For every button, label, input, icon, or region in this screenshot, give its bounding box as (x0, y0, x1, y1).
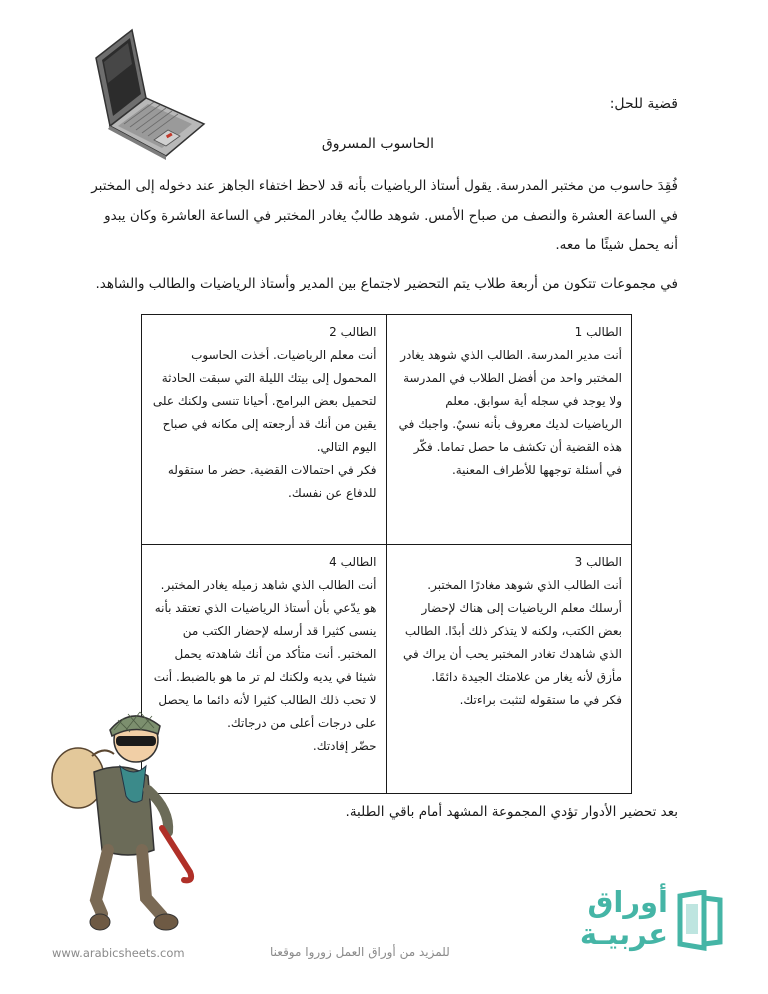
role-text: أنت الطالب الذي شاهد زميله يغادر المختبر. هو يدّعي بأن أستاذ الرياضيات الذي تعتقد بأنه ينسى كثيرا قد أرسله لإحضار الكتب من المختبر. أنت متأكد من أنك شاهدته يحمل شيئا في يديه ولكنك لم تر ما هو بالضبط. أنت لا تحب ذلك الطالب كثيرا لأنه دائما ما يحصل على درجات أعلى من درجاتك. (153, 578, 377, 730)
thief-illustration (44, 700, 204, 940)
role-text: فكر في احتمالات القضية. حضر ما ستقوله للدفاع عن نفسك. (167, 463, 377, 500)
role-cell-student-1 (387, 315, 632, 545)
brand-line-1: أوراق (587, 885, 668, 919)
case-title: الحاسوب المسروق (321, 136, 434, 152)
brand-logo-icon (674, 890, 726, 952)
role-title: الطالب 2 (329, 325, 377, 339)
role-text: أنت الطالب الذي شوهد مغادرًا المختبر. أرسلك معلم الرياضيات إلى هناك لإحضار بعض الكتب، ولكنه لا يتذكر ذلك أبدًا. الطالب الذي شاهدك تغادر المختبر يحب أن يراك في مأزق لأنه يغار من علامتك الجيدة دائمًا. (402, 578, 622, 684)
outro-paragraph: بعد تحضير الأدوار تؤدي المجموعة المشهد أمام باقي الطلبة. (345, 804, 678, 820)
roles-table (141, 314, 632, 794)
case-heading: قضية للحل: (609, 96, 678, 112)
footer-cta: للمزيد من أوراق العمل زوروا موقعنا (270, 945, 450, 959)
footer-website-link[interactable]: www.arabicsheets.com (52, 946, 185, 960)
role-title: الطالب 4 (329, 555, 377, 569)
role-text: حضّر إفادتك. (312, 739, 377, 753)
role-text: أنت مدير المدرسة. الطالب الذي شوهد يغادر المختبر واحد من أفضل الطلاب في المدرسة ولا يوجد في سجله أية سوابق. معلم الرياضيات لديك معروف بأنه نسيٌ. واجبك في هذه القضية أن تكشف ما حصل تماما. فكّر في أسئلة توجهها للأطراف المعنية. (398, 348, 622, 477)
role-text: أنت معلم الرياضيات. أخذت الحاسوب المحمول إلى بيتك الليلة التي سبقت الحادثة لتحميل بعض البرامج. أحيانا تنسى ولكنك على يقين من أنك قد أرجعته إلى مكانه في صباح اليوم التالي. (152, 348, 377, 454)
role-cell-student-2 (142, 315, 387, 545)
brand-name (580, 886, 668, 950)
setup-paragraph: في مجموعات تتكون من أربعة طلاب يتم التحضير لاجتماع بين المدير وأستاذ الرياضيات والطالب والشاهد. (95, 276, 678, 292)
role-title: الطالب 1 (574, 325, 622, 339)
intro-paragraph: فُقِدَ حاسوب من مختبر المدرسة. يقول أستاذ الرياضيات بأنه قد لاحظ اختفاء الجاهز عند دخوله إلى المختبر في الساعة العشرة والنصف من صباح الأمس. شوهد طالبٌ يغادر المختبر في الساعة العاشرة وكان يبدو أنه يحمل شيئًا ما معه. (91, 178, 678, 253)
brand-line-2: عربيـة (579, 917, 668, 951)
role-text: فكر في ما ستقوله لتثبت براءتك. (459, 693, 622, 707)
laptop-illustration (88, 28, 210, 160)
brand-logo[interactable] (576, 886, 726, 956)
role-title: الطالب 3 (574, 555, 622, 569)
role-cell-student-3 (387, 545, 632, 793)
